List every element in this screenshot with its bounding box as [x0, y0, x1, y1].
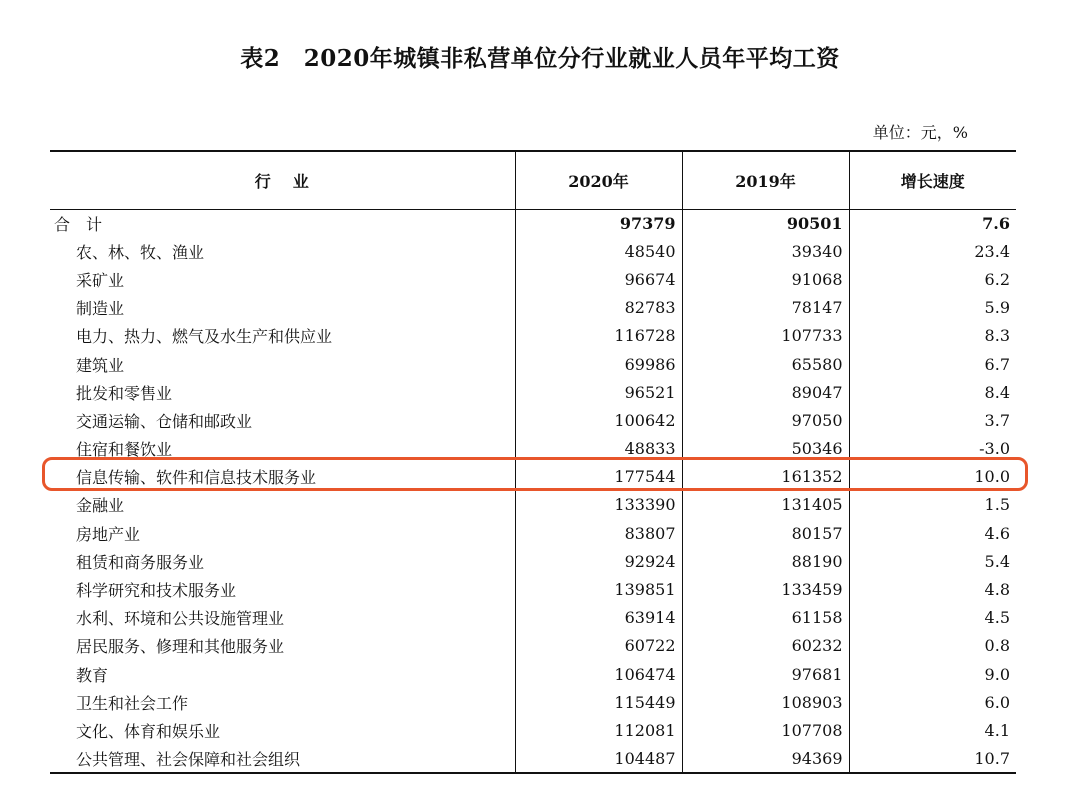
table-row	[50, 519, 1016, 547]
total-label: 合计	[54, 214, 119, 234]
growth-rate: 3.7	[849, 406, 1016, 434]
value-2020: 48540	[515, 237, 682, 265]
industry-name: 交通运输、仓储和邮政业	[76, 411, 253, 431]
growth-rate: 9.0	[849, 660, 1016, 688]
wage-table	[50, 150, 1016, 774]
table-row	[50, 575, 1016, 603]
value-2020: 48833	[515, 435, 682, 463]
value-2020: 60722	[515, 632, 682, 660]
value-2020: 92924	[515, 547, 682, 575]
industry-name: 文化、体育和娱乐业	[76, 721, 221, 741]
value-2019: 108903	[682, 688, 849, 716]
value-2019: 39340	[682, 237, 849, 265]
industry-name: 制造业	[76, 299, 125, 319]
growth-rate: 4.6	[849, 519, 1016, 547]
table-row	[50, 294, 1016, 322]
growth-rate: 4.1	[849, 716, 1016, 744]
industry-name: 房地产业	[76, 524, 141, 544]
industry-name: 采矿业	[76, 270, 125, 290]
value-2019: 131405	[682, 491, 849, 519]
value-2019: 107708	[682, 716, 849, 744]
value-2020: 106474	[515, 660, 682, 688]
value-2020: 115449	[515, 688, 682, 716]
value-2019: 61158	[682, 604, 849, 632]
value-2020: 96674	[515, 265, 682, 293]
table-row	[50, 745, 1016, 773]
table-row	[50, 406, 1016, 434]
growth-rate: 10.7	[849, 745, 1016, 773]
growth-rate: -3.0	[849, 435, 1016, 463]
industry-name: 公共管理、社会保障和社会组织	[50, 745, 515, 773]
value-2019: 78147	[682, 294, 849, 322]
value-2019: 89047	[682, 378, 849, 406]
table-row	[50, 237, 1016, 265]
table-row	[50, 604, 1016, 632]
value-2020: 96521	[515, 378, 682, 406]
table-row	[50, 632, 1016, 660]
value-2020: 139851	[515, 575, 682, 603]
industry-name: 居民服务、修理和其他服务业	[76, 637, 285, 657]
header-growth: 增长速度	[849, 151, 1016, 209]
industry-name: 科学研究和技术服务业	[76, 581, 237, 601]
growth-rate: 1.5	[849, 491, 1016, 519]
table-row	[50, 547, 1016, 575]
table-row	[50, 463, 1016, 491]
industry-name: 租赁和商务服务业	[76, 552, 205, 572]
header-2020: 2020年	[515, 151, 682, 209]
value-2019: 91068	[682, 265, 849, 293]
table-row	[50, 322, 1016, 350]
growth-rate: 6.7	[849, 350, 1016, 378]
value-2019: 97050	[682, 406, 849, 434]
value-2020: 104487	[515, 745, 682, 773]
value-2019: 88190	[682, 547, 849, 575]
industry-name: 建筑业	[76, 355, 125, 375]
value-2020: 112081	[515, 716, 682, 744]
industry-name: 批发和零售业	[76, 383, 173, 403]
value-2020: 63914	[515, 604, 682, 632]
table-row	[50, 660, 1016, 688]
industry-name: 电力、热力、燃气及水生产和供应业	[76, 327, 333, 347]
value-2019: 60232	[682, 632, 849, 660]
industry-name: 金融业	[76, 496, 125, 516]
growth-rate: 5.4	[849, 547, 1016, 575]
table-title: 表2 2020年城镇非私营单位分行业就业人员年平均工资	[240, 45, 840, 72]
industry-name: 教育	[76, 665, 109, 685]
value-2020: 177544	[515, 463, 682, 491]
industry-name: 卫生和社会工作	[76, 693, 189, 713]
table-row	[50, 491, 1016, 519]
total-2019: 90501	[682, 209, 849, 237]
industry-name: 信息传输、软件和信息技术服务业	[76, 468, 317, 488]
growth-rate: 4.5	[849, 604, 1016, 632]
table-row	[50, 265, 1016, 293]
header-row	[50, 151, 1016, 209]
growth-rate: 23.4	[849, 237, 1016, 265]
value-2020: 69986	[515, 350, 682, 378]
value-2020: 82783	[515, 294, 682, 322]
header-2019: 2019年	[682, 151, 849, 209]
table-row	[50, 435, 1016, 463]
header-industry: 行业	[50, 151, 515, 209]
industry-name: 农、林、牧、渔业	[76, 242, 205, 262]
total-row	[50, 209, 1016, 237]
value-2019: 65580	[682, 350, 849, 378]
growth-rate: 6.0	[849, 688, 1016, 716]
growth-rate: 5.9	[849, 294, 1016, 322]
value-2020: 116728	[515, 322, 682, 350]
industry-name: 水利、环境和公共设施管理业	[76, 609, 285, 629]
growth-rate: 10.0	[849, 463, 1016, 491]
table-row	[50, 350, 1016, 378]
value-2019: 94369	[682, 745, 849, 773]
unit-label: 单位：元，%	[872, 123, 968, 142]
value-2019: 50346	[682, 435, 849, 463]
growth-rate: 0.8	[849, 632, 1016, 660]
table-row	[50, 716, 1016, 744]
value-2019: 97681	[682, 660, 849, 688]
table-row	[50, 378, 1016, 406]
value-2020: 100642	[515, 406, 682, 434]
value-2019: 80157	[682, 519, 849, 547]
value-2020: 83807	[515, 519, 682, 547]
value-2019: 133459	[682, 575, 849, 603]
value-2019: 161352	[682, 463, 849, 491]
value-2020: 133390	[515, 491, 682, 519]
total-2020: 97379	[515, 209, 682, 237]
growth-rate: 4.8	[849, 575, 1016, 603]
value-2019: 107733	[682, 322, 849, 350]
growth-rate: 8.4	[849, 378, 1016, 406]
growth-rate: 8.3	[849, 322, 1016, 350]
table-row	[50, 688, 1016, 716]
total-growth: 7.6	[849, 209, 1016, 237]
industry-name: 住宿和餐饮业	[76, 440, 173, 460]
growth-rate: 6.2	[849, 265, 1016, 293]
